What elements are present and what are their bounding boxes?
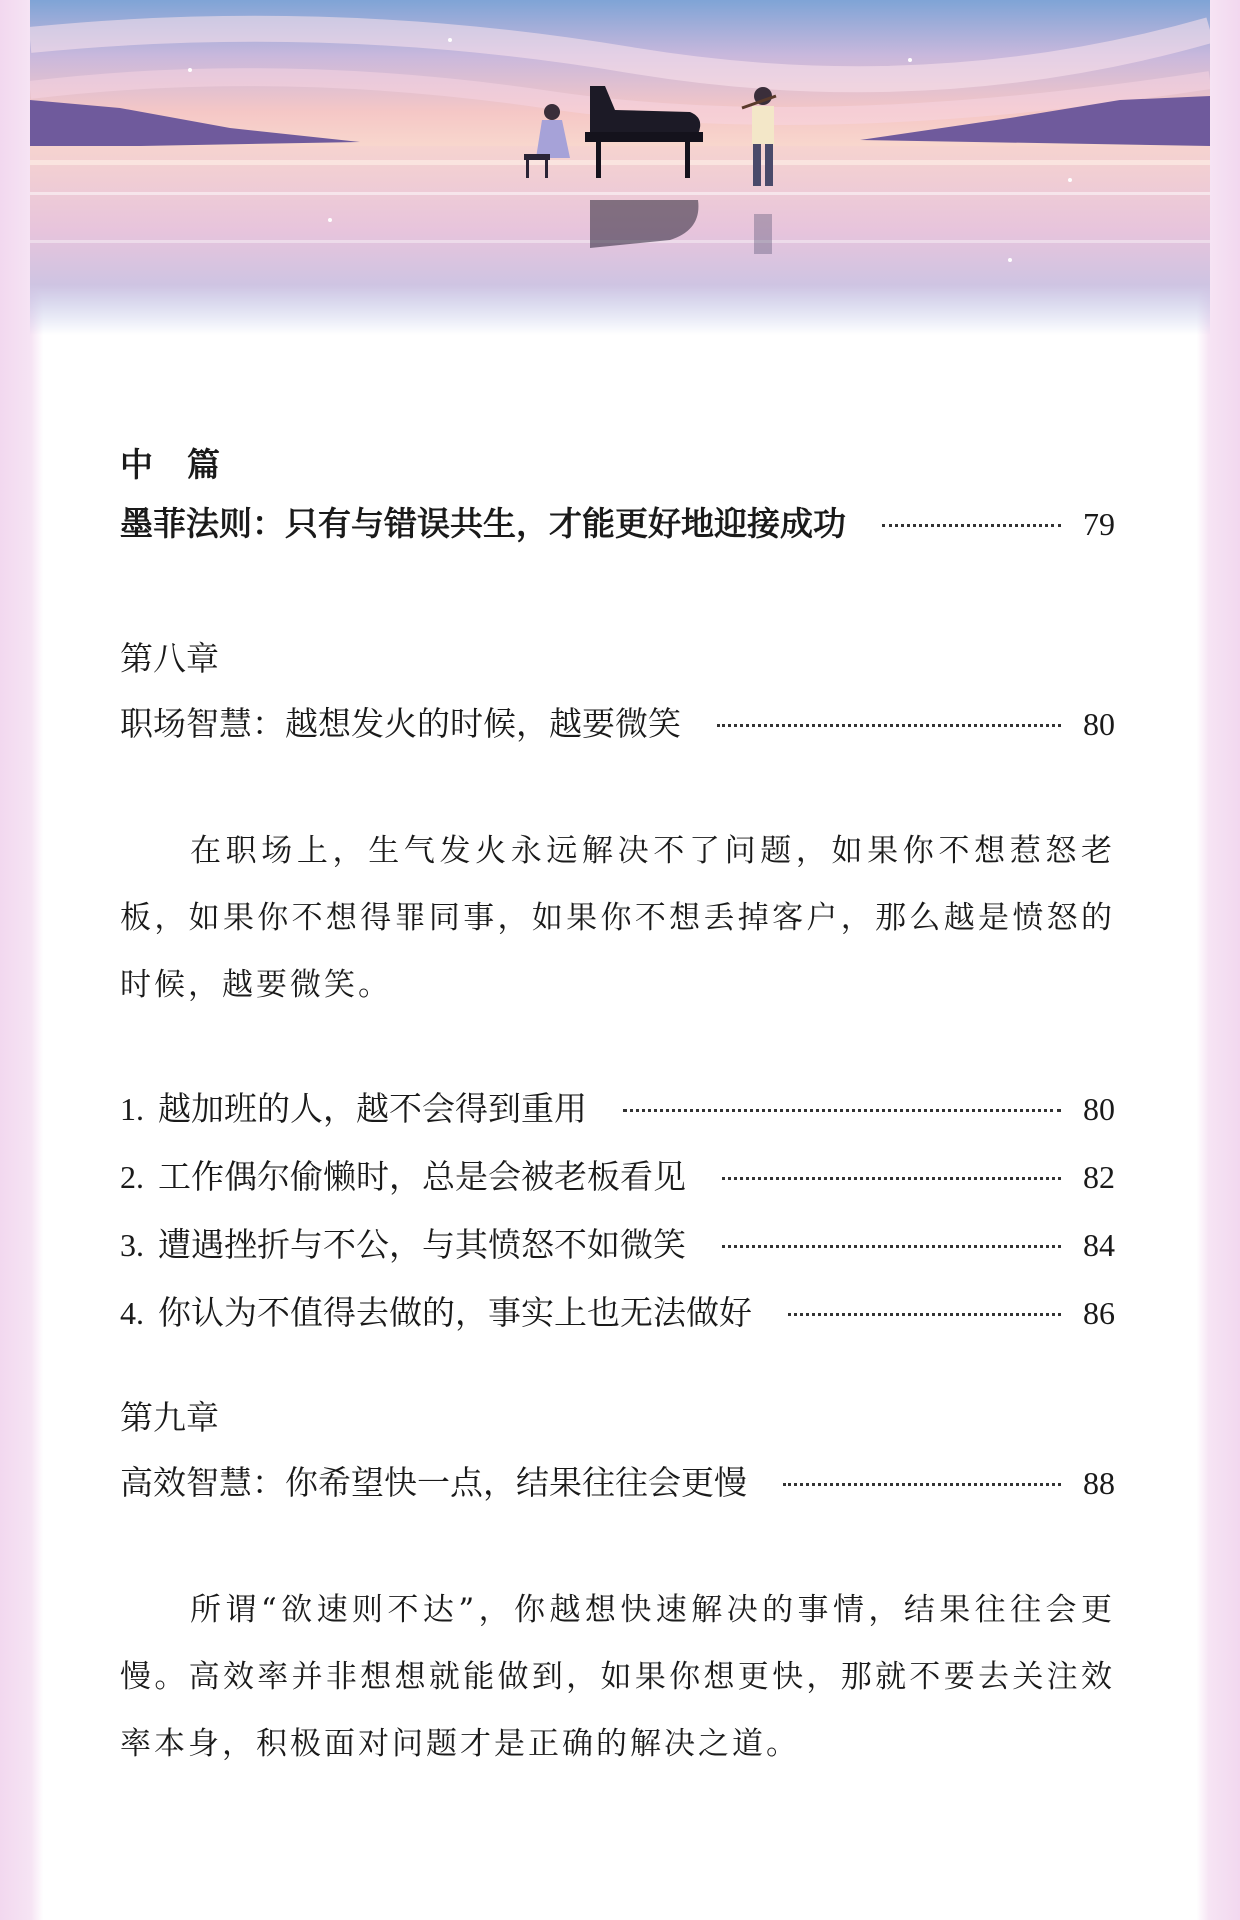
toc-row-item[interactable] [120, 1211, 1115, 1279]
item-title: 越加班的人，越不会得到重用 [158, 1089, 587, 1128]
dot-leader [623, 1109, 1061, 1112]
toc-row-chapter8[interactable] [120, 690, 1115, 758]
item-title: 遭遇挫折与不公，与其愤怒不如微笑 [158, 1225, 686, 1264]
toc-title: 职场智慧：越想发火的时候，越要微笑 [120, 704, 681, 743]
toc-row-item[interactable] [120, 1279, 1115, 1347]
page-number: 80 [1083, 706, 1115, 742]
part-label: 中篇 [120, 445, 254, 484]
toc-title [120, 1279, 752, 1347]
page-number: 82 [1083, 1159, 1115, 1195]
toc-row-chapter9[interactable] [120, 1449, 1115, 1517]
page-number: 79 [1083, 506, 1115, 542]
item-number: 2. [120, 1159, 144, 1195]
dot-leader [717, 724, 1061, 727]
item-title: 你认为不值得去做的，事实上也无法做好 [158, 1293, 752, 1332]
item-title: 工作偶尔偷懒时，总是会被老板看见 [158, 1157, 686, 1196]
item-number: 3. [120, 1227, 144, 1263]
chapter-label: 第八章 [120, 639, 219, 678]
dot-leader [722, 1177, 1061, 1180]
toc-row-item[interactable] [120, 1143, 1115, 1211]
toc-title [120, 1075, 587, 1143]
chapter-summary: 在职场上，生气发火永远解决不了问题，如果你不想惹怒老板，如果你不想得罪同事，如果你不想丢掉客户，那么越是愤怒的时候，越要微笑。 [120, 833, 1115, 1003]
dot-leader [783, 1483, 1061, 1486]
toc-row-item[interactable] [120, 1075, 1115, 1143]
page-number: 84 [1083, 1227, 1115, 1263]
chapter-summary: 所谓“欲速则不达”，你越想快速解决的事情，结果往往会更慢。高效率并非想想就能做到，如果你想更快，那就不要去关注效率本身，积极面对问题才是正确的解决之道。 [120, 1592, 1115, 1762]
toc-title [120, 1143, 686, 1211]
dot-leader [882, 524, 1061, 527]
toc-row-part[interactable] [120, 490, 1115, 558]
item-number: 4. [120, 1295, 144, 1331]
toc-title [120, 1211, 686, 1279]
dot-leader [722, 1245, 1061, 1248]
header-illustration [30, 0, 1210, 335]
toc-title: 墨菲法则：只有与错误共生，才能更好地迎接成功 [120, 504, 846, 543]
dot-leader [788, 1313, 1061, 1316]
item-number: 1. [120, 1091, 144, 1127]
page-number: 86 [1083, 1295, 1115, 1331]
table-of-contents [120, 440, 1115, 1778]
page-number: 80 [1083, 1091, 1115, 1127]
toc-title: 高效智慧：你希望快一点，结果往往会更慢 [120, 1463, 747, 1502]
page-number: 88 [1083, 1465, 1115, 1501]
chapter-label: 第九章 [120, 1398, 219, 1437]
